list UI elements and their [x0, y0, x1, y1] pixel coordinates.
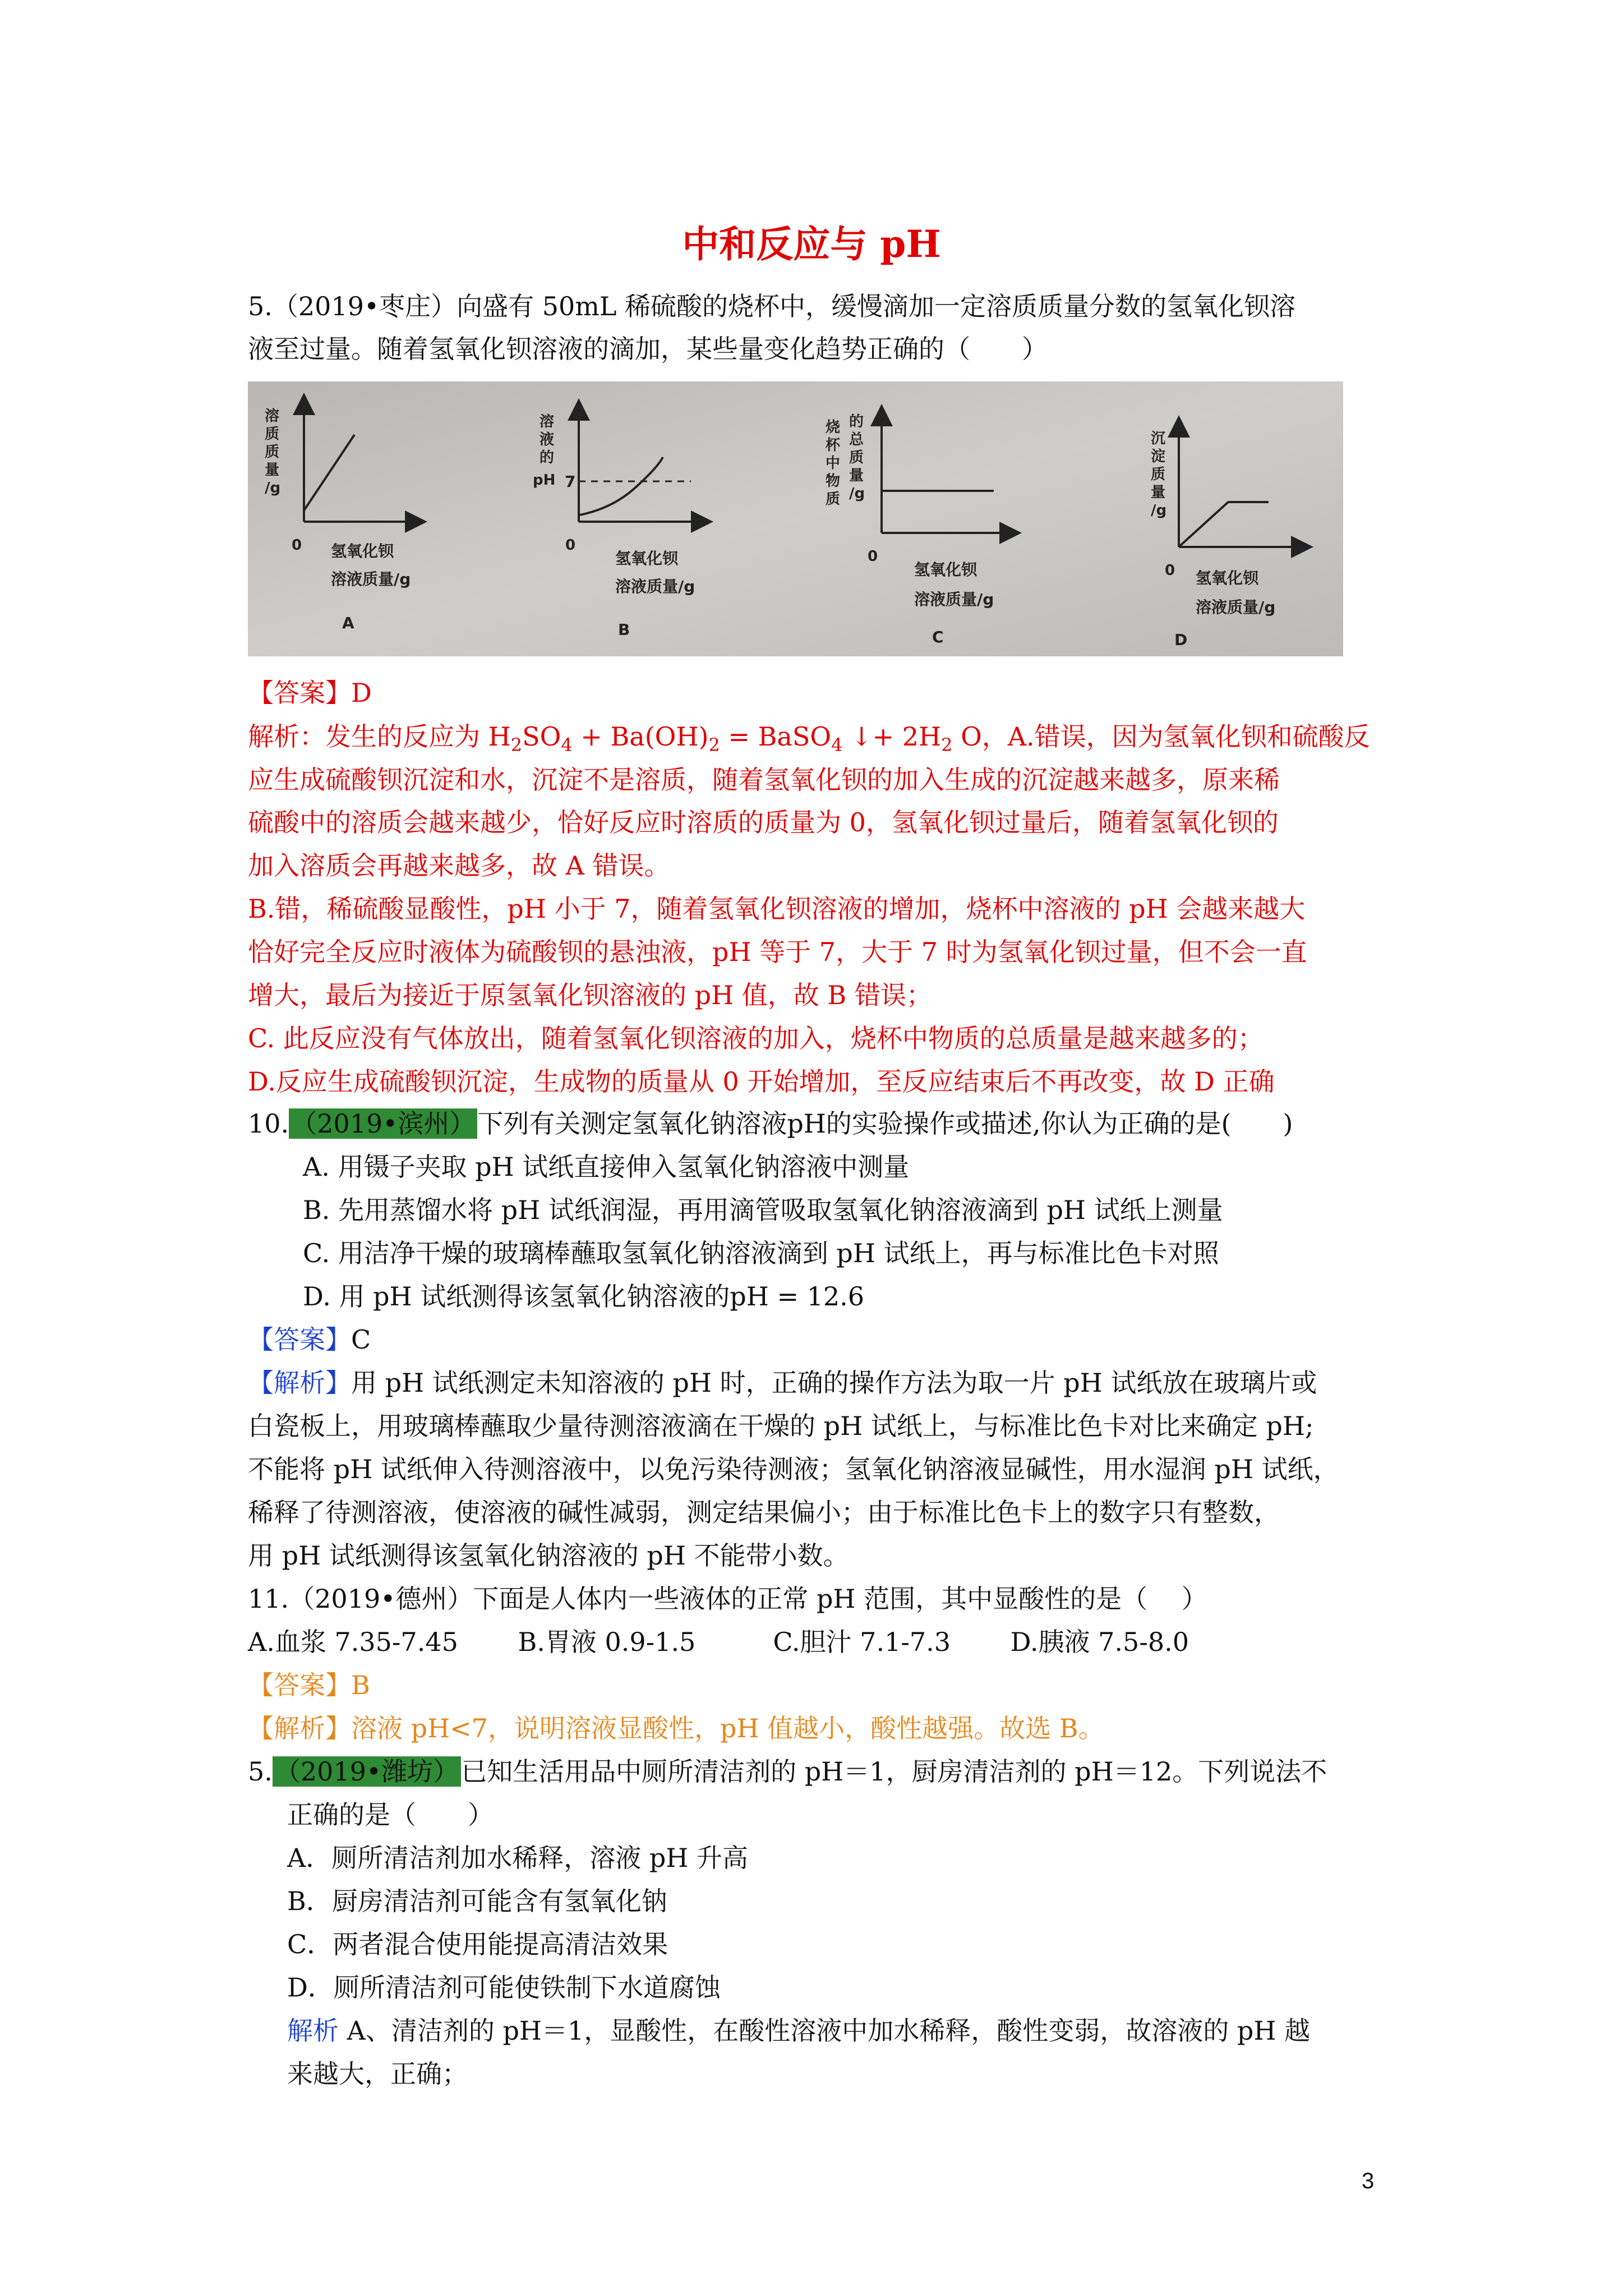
q5a-exp-line1: 解析：发生的反应为 $H_2SO_4 + Ba(OH)_2$ = BaSO$_4$ ↓+ $2H_2$ O，A.错误，因为氢氧化钡和硫酸反 — [248, 721, 1370, 756]
graph-b-xlabel2: 溶液质量/g — [615, 577, 695, 596]
graph-a-xlabel1: 氢氧化钡 — [331, 542, 394, 560]
q10-stem: 10.（2019•滨州）下列有关测定氢氧化钠溶液pH的实验操作或描述,你认为正确的是( ) — [248, 1108, 1293, 1139]
q10-exp-line3: 不能将 pH 试纸伸入待测溶液中，以免污染待测液；氢氧化钠溶液显碱性，用水湿润 pH 试纸， — [248, 1454, 1339, 1484]
q5a-stem-line2: 液至过量。随着氢氧化钡溶液的滴加，某些量变化趋势正确的（ ） — [248, 334, 1048, 364]
graph-a-letter: A — [342, 614, 354, 632]
graph-c-xlabel1: 氢氧化钡 — [914, 560, 978, 579]
graph-c-ylabel2: 的 总 质 量 /g — [849, 413, 865, 502]
graph-b-tick-7: 7 — [565, 472, 576, 491]
q5a-exp-line7: 增大，最后为接近于原氢氧化钡溶液的 pH 值，故 B 错误； — [248, 980, 932, 1010]
page-number: 3 — [1362, 2169, 1375, 2193]
q5a-exp-line8: C. 此反应没有气体放出，随着氢氧化钡溶液的加入，烧杯中物质的总质量是越来越多的； — [248, 1023, 1264, 1053]
graph-d-ylabel: 沉 淀 质 量 /g — [1151, 430, 1167, 519]
q5b-option-c: C．两者混合使用能提高清洁效果 — [287, 1929, 668, 1959]
q5a-exp-line4: 加入溶质会再越来越多，故 A 错误。 — [248, 850, 670, 881]
q5a-exp-line5: B.错，稀硫酸显酸性，pH 小于 7，随着氢氧化钡溶液的增加，烧杯中溶液的 pH 会越来越大 — [248, 894, 1306, 924]
graph-a-origin: 0 — [292, 537, 302, 554]
q5a-exp-line2: 应生成硫酸钡沉淀和水，沉淀不是溶质，随着氢氧化钡的加入生成的沉淀越来越多，原来稀 — [248, 765, 1280, 795]
graph-photo — [248, 381, 1343, 656]
q10-exp-line1: 【解析】用 pH 试纸测定未知溶液的 pH 时，正确的操作方法为取一片 pH 试纸放在玻璃片或 — [248, 1368, 1317, 1398]
q5b-stem-line2: 正确的是（ ） — [287, 1800, 494, 1830]
graph-c-letter: C — [932, 628, 944, 646]
q5a-exp-line3: 硫酸中的溶质会越来越少，恰好反应时溶质的质量为 0，氢氧化钡过量后，随着氢氧化钡的 — [248, 807, 1279, 838]
q5b-exp-line2: 来越大，正确； — [287, 2059, 468, 2089]
q10-option-d: D. 用 pH 试纸测得该氢氧化钠溶液的pH = 12.6 — [303, 1281, 865, 1312]
graph-d-origin: 0 — [1165, 562, 1175, 579]
graph-c-ylabel: 烧 杯 中 物 质 — [826, 419, 841, 508]
answer-label: 【答案】 — [248, 678, 351, 708]
graph-d-xlabel1: 氢氧化钡 — [1196, 569, 1259, 587]
q10-source-tag: （2019•滨州） — [289, 1108, 477, 1139]
q5a-answer — [248, 671, 372, 714]
graph-c-xlabel2: 溶液质量/g — [914, 590, 994, 609]
q11-answer: 【答案】B — [248, 1670, 370, 1700]
graph-a-ylabel: 溶 质 质 量 /g — [265, 408, 281, 496]
q10-option-c: C. 用洁净干燥的玻璃棒蘸取氢氧化钠溶液滴到 pH 试纸上，再与标准比色卡对照 — [303, 1238, 1219, 1268]
graph-d-letter: D — [1174, 631, 1188, 649]
graph-a-xlabel2: 溶液质量/g — [331, 570, 411, 588]
q5a-stem-line1: 5.（2019•枣庄）向盛有 50mL 稀硫酸的烧杯中，缓慢滴加一定溶质质量分数的氢氧化钡溶 — [248, 291, 1296, 321]
q5a-exp-line9: D.反应生成硫酸钡沉淀，生成物的质量从 0 开始增加，至反应结束后不再改变，故 D 正确 — [248, 1066, 1275, 1097]
q5b-exp-line1: 解析 A、清洁剂的 pH＝1，显酸性，在酸性溶液中加水稀释，酸性变弱，故溶液的 pH 越 — [287, 2016, 1311, 2046]
graph-d-xlabel2: 溶液质量/g — [1196, 598, 1276, 616]
graph-c-origin: 0 — [868, 548, 878, 565]
q5a-exp-line6: 恰好完全反应时液体为硫酸钡的悬浊液，pH 等于 7，大于 7 时为氢氧化钡过量，但不会一直 — [248, 937, 1307, 967]
graph-b-xlabel1: 氢氧化钡 — [615, 549, 679, 568]
graph-b-origin: 0 — [565, 537, 576, 554]
q5b-option-a: A．厕所清洁剂加水稀释，溶液 pH 升高 — [287, 1843, 749, 1873]
q11-exp: 【解析】溶液 pH<7，说明溶液显酸性，pH 值越小，酸性越强。故选 B。 — [248, 1713, 1104, 1743]
q10-option-a: A. 用镊子夹取 pH 试纸直接伸入氢氧化钠溶液中测量 — [303, 1152, 910, 1182]
graph-b-ylabel: 溶 液 的 pH — [533, 413, 556, 489]
q11-options: A.血浆 7.35-7.45 B.胃液 0.9-1.5 C.胆汁 7.1-7.3 D.胰液 7.5-8.0 — [248, 1627, 1189, 1657]
q5b-option-b: B．厨房清洁剂可能含有氢氧化钠 — [287, 1886, 667, 1916]
graph-b-letter: B — [618, 620, 630, 639]
q5b-stem-line1: 5.（2019•潍坊）已知生活用品中厕所清洁剂的 pH＝1，厨房清洁剂的 pH＝12。下列说法不 — [248, 1756, 1327, 1787]
q10-exp-line4: 稀释了待测溶液，使溶液的碱性减弱，测定结果偏小；由于标准比色卡上的数字只有整数， — [248, 1497, 1280, 1527]
q5b-option-d: D．厕所清洁剂可能使铁制下水道腐蚀 — [287, 1972, 721, 2003]
page-title: 中和反应与 pH — [682, 222, 941, 266]
q5b-source-tag: （2019•潍坊） — [273, 1756, 461, 1787]
q10-option-b: B. 先用蒸馏水将 pH 试纸润湿，再用滴管吸取氢氧化钠溶液滴到 pH 试纸上测量 — [303, 1195, 1223, 1225]
q11-stem: 11.（2019•德州）下面是人体内一些液体的正常 pH 范围，其中显酸性的是（ ） — [248, 1584, 1207, 1614]
q10-answer: 【答案】C — [248, 1324, 371, 1355]
q10-exp-line5: 用 pH 试纸测得该氢氧化钠溶液的 pH 不能带小数。 — [248, 1540, 849, 1571]
q10-exp-line2: 白瓷板上，用玻璃棒蘸取少量待测溶液滴在干燥的 pH 试纸上，与标准比色卡对比来确定 pH; — [248, 1411, 1314, 1441]
answer-value: D — [351, 678, 372, 708]
